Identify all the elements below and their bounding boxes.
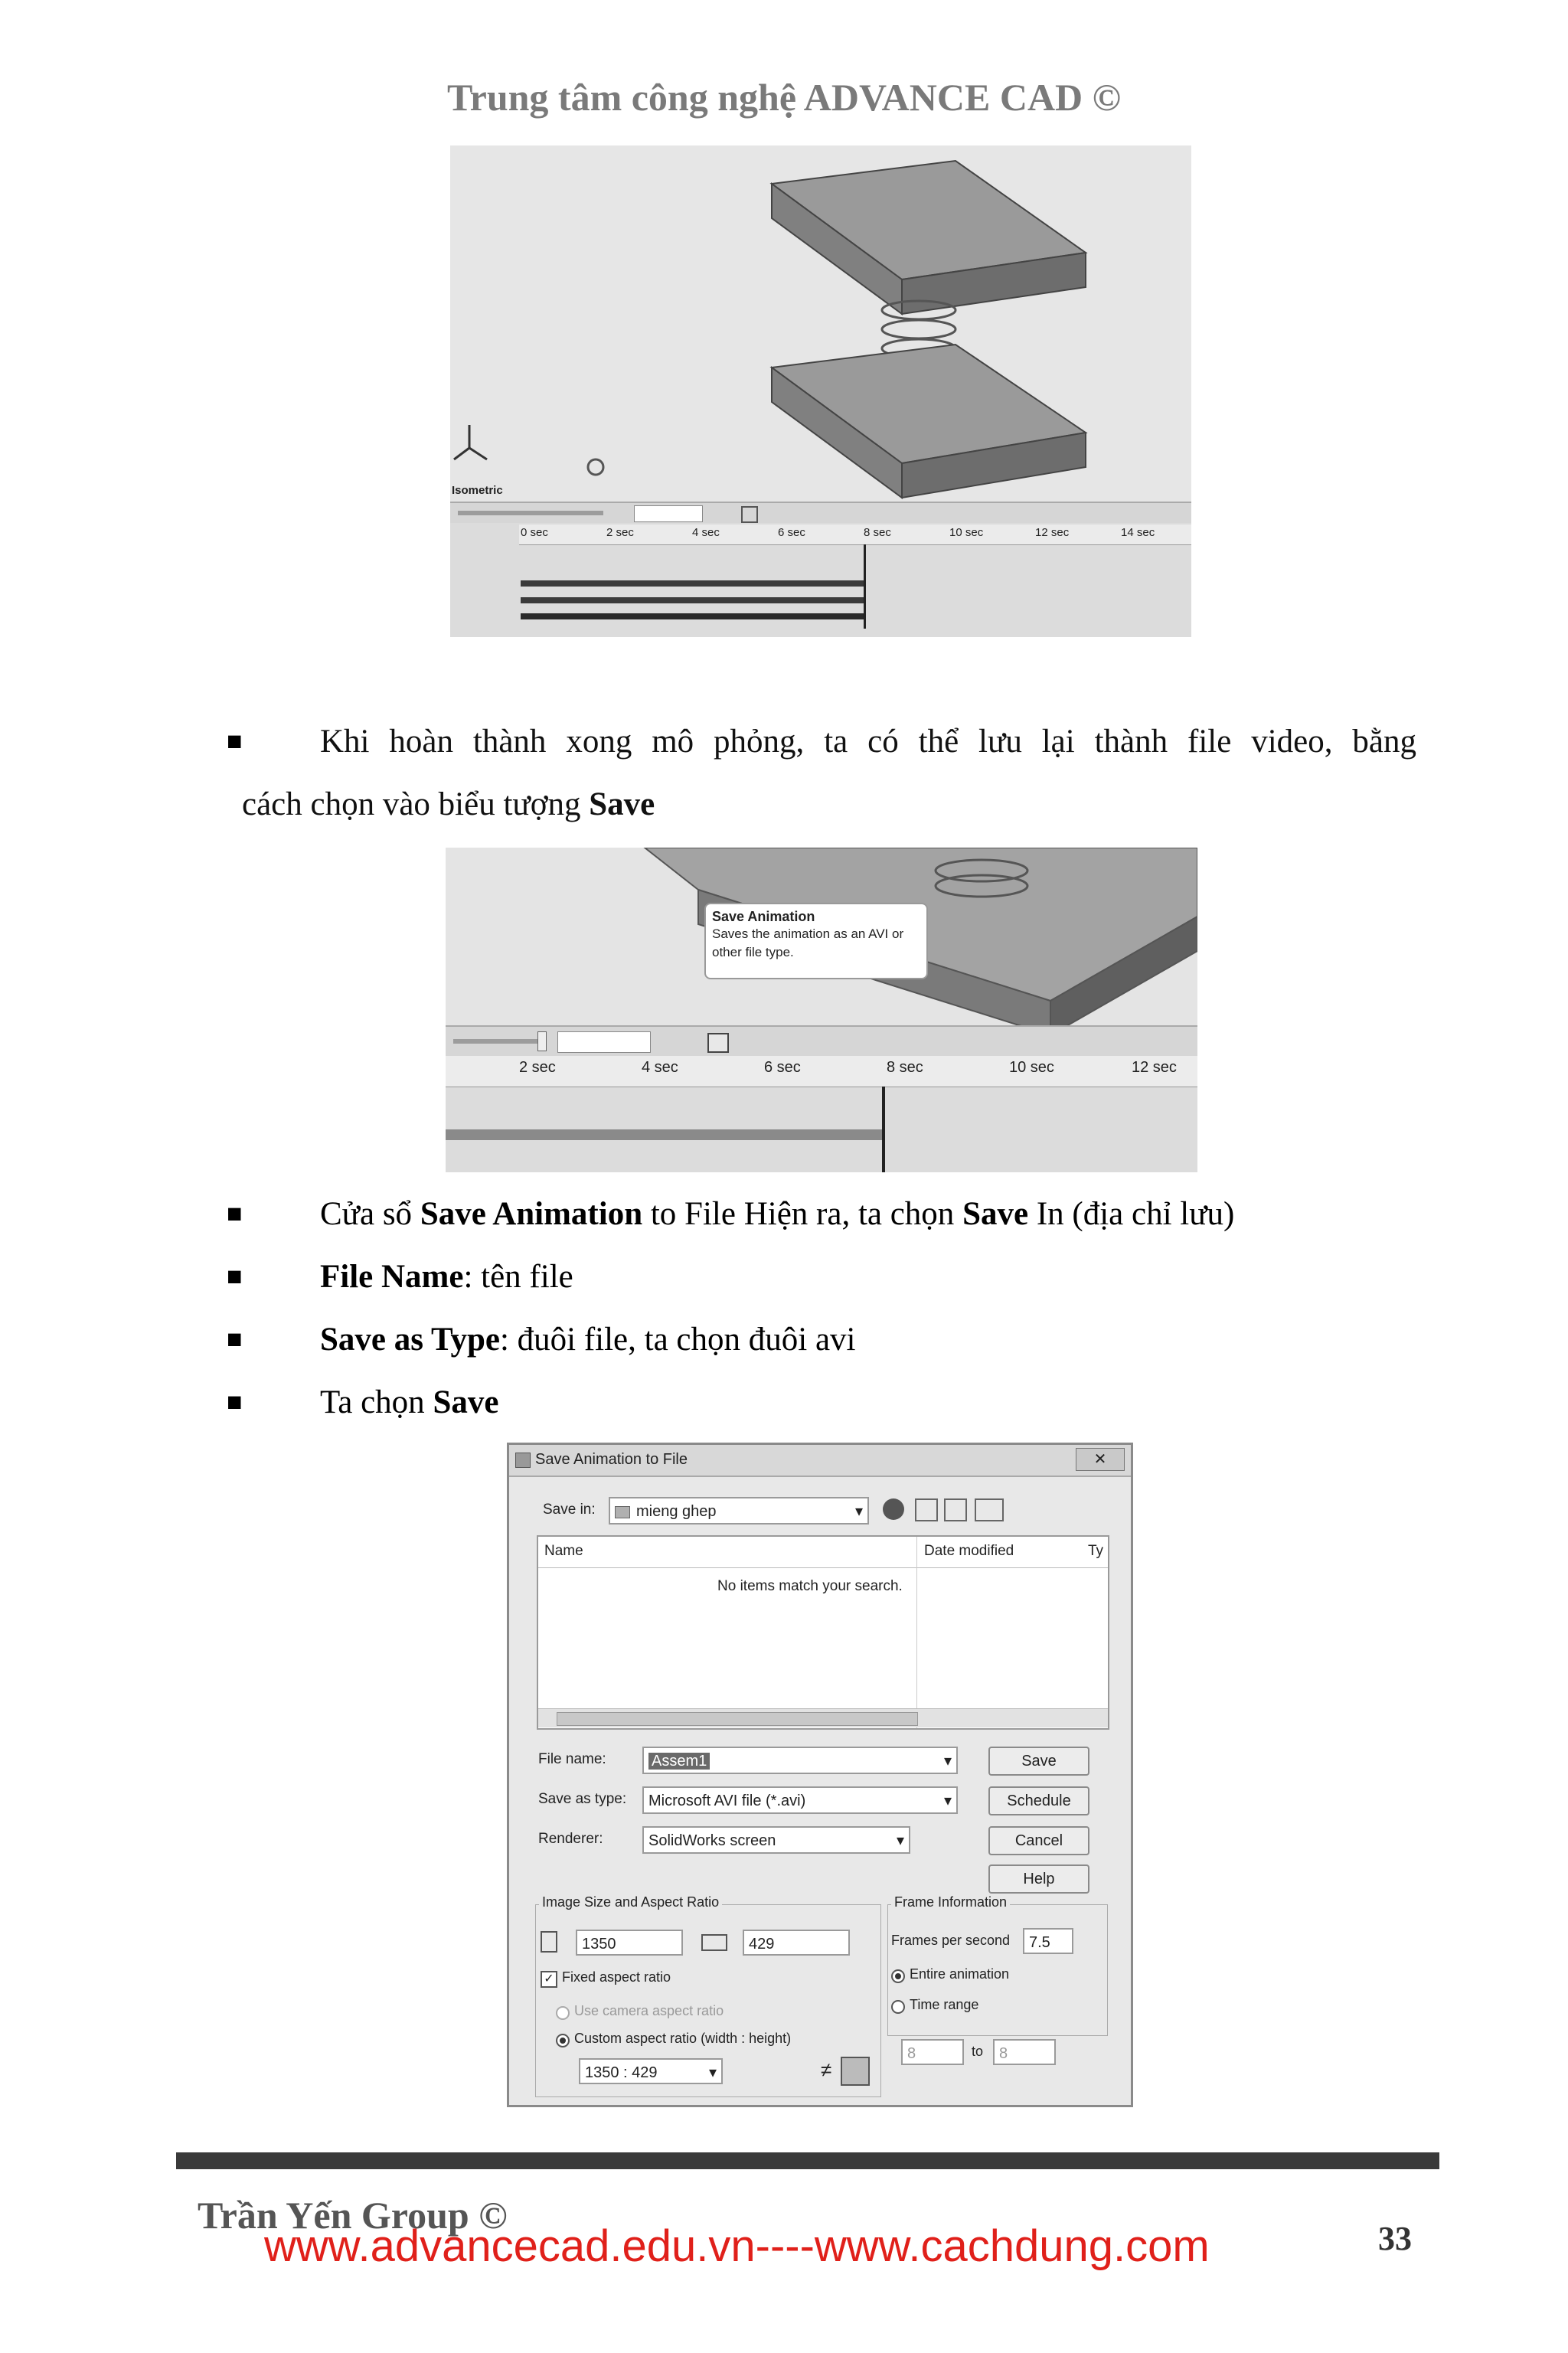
timeline-track[interactable] — [446, 1129, 884, 1140]
bullet-marker: ■ — [227, 1388, 243, 1417]
column-divider — [916, 1537, 917, 1728]
paragraph-line — [242, 773, 655, 836]
timeline-label: 4 sec — [642, 1059, 678, 1076]
frame-group-title: Frame Information — [891, 1894, 1010, 1910]
dialog-icon — [515, 1453, 531, 1468]
timeline-label: 0 sec — [521, 526, 548, 539]
page-header-title: Trung tâm công nghệ ADVANCE CAD © — [446, 76, 1122, 119]
tooltip-text: Saves the animation as an AVI or other file type. — [712, 926, 904, 959]
horizontal-scrollbar[interactable] — [538, 1708, 1108, 1727]
link-ratio-button[interactable] — [841, 2057, 870, 2086]
timeline-ruler — [446, 1056, 1197, 1087]
save-button[interactable]: Save — [988, 1747, 1089, 1776]
close-button[interactable]: ✕ — [1076, 1448, 1125, 1471]
save-type-dropdown[interactable] — [642, 1786, 958, 1814]
schedule-button[interactable]: Schedule — [988, 1786, 1089, 1815]
chevron-down-icon: ▾ — [854, 1503, 863, 1520]
bullet-text: : đuôi file, ta chọn đuôi avi — [499, 1322, 856, 1358]
empty-list-message: No items match your search. — [717, 1578, 903, 1594]
width-icon — [541, 1931, 557, 1953]
timeline-label: 12 sec — [1035, 526, 1070, 539]
playback-slider[interactable] — [458, 511, 603, 515]
bullet-marker: ■ — [227, 1200, 243, 1228]
custom-ratio-label: Custom aspect ratio (width : height) — [574, 2031, 792, 2046]
bullet-item-save-animation — [320, 1183, 1234, 1246]
bullet-marker: ■ — [227, 1263, 243, 1291]
dialog-title-bar — [509, 1445, 1131, 1477]
bullet-text: Cửa sổ — [320, 1196, 420, 1232]
fixed-aspect-label: Fixed aspect ratio — [562, 1969, 671, 1985]
bullet-text: : tên file — [463, 1259, 573, 1295]
animation-toolbar — [450, 502, 1191, 525]
timeline-label: 12 sec — [1132, 1059, 1177, 1076]
use-camera-radio[interactable] — [556, 2006, 570, 2020]
timeline-label: 14 sec — [1121, 526, 1155, 539]
figure-spring-assembly — [450, 145, 1191, 637]
bullet-marker: ■ — [227, 727, 243, 756]
file-name-input[interactable] — [642, 1747, 958, 1774]
cancel-button[interactable]: Cancel — [988, 1826, 1089, 1855]
bullet-item-save-as-type — [320, 1309, 856, 1371]
renderer-label: Renderer: — [538, 1831, 603, 1847]
file-name-label: File name: — [538, 1751, 606, 1767]
use-camera-label: Use camera aspect ratio — [574, 2003, 724, 2018]
timeline-label: 10 sec — [949, 526, 984, 539]
timeline-panel — [450, 523, 1191, 637]
tooltip-title: Save Animation — [712, 909, 815, 924]
timeline-time-bar[interactable] — [864, 544, 866, 629]
timeline-label: 10 sec — [1009, 1059, 1054, 1076]
save-type-value: Microsoft AVI file (*.avi) — [648, 1793, 806, 1809]
playback-slider[interactable] — [453, 1039, 545, 1044]
aspect-ratio-dropdown[interactable] — [579, 2058, 723, 2084]
image-size-group — [535, 1894, 881, 2097]
save-type-label: Save as type: — [538, 1791, 627, 1807]
scrollbar-thumb[interactable] — [557, 1712, 918, 1726]
bullet-text: to File Hiện ra, ta chọn — [642, 1196, 963, 1232]
timeline-track[interactable] — [521, 580, 865, 587]
ratio-value: 1350 : 429 — [585, 2064, 658, 2081]
range-to-label: to — [972, 2044, 984, 2059]
chevron-down-icon: ▾ — [943, 1793, 952, 1809]
timeline-label: 6 sec — [778, 526, 805, 539]
timeline-panel — [446, 1056, 1197, 1172]
renderer-dropdown[interactable] — [642, 1826, 910, 1854]
frame-information-group — [887, 1894, 1108, 2036]
bullet-bold-text: Save Animation — [420, 1196, 643, 1232]
paragraph-line — [320, 711, 1416, 773]
not-equal-icon: ≠ — [821, 2058, 832, 2081]
paragraph-bold-text: Save — [589, 786, 655, 822]
range-from-input[interactable]: 8 — [901, 2039, 964, 2065]
bullet-bold-text: File Name — [320, 1259, 464, 1295]
bullet-bold-text: Save — [433, 1384, 499, 1420]
tooltip-box — [704, 903, 928, 979]
file-list[interactable] — [537, 1535, 1109, 1730]
height-input[interactable]: 429 — [743, 1930, 850, 1956]
playback-slider-thumb[interactable] — [537, 1031, 547, 1051]
save-in-dropdown[interactable] — [609, 1497, 869, 1525]
timeline-label: 4 sec — [692, 526, 720, 539]
save-in-value: mieng ghep — [636, 1503, 717, 1520]
dialog-title: Save Animation to File — [535, 1451, 688, 1468]
file-name-value: Assem1 — [648, 1753, 710, 1770]
timeline-track[interactable] — [521, 613, 865, 619]
range-to-input[interactable]: 8 — [993, 2039, 1056, 2065]
timeline-ruler — [519, 525, 1191, 545]
playback-mode-dropdown[interactable] — [557, 1031, 651, 1053]
view-orientation-label: Isometric — [452, 484, 503, 497]
view-menu-icon[interactable] — [975, 1498, 1004, 1521]
timeline-time-bar[interactable] — [882, 1087, 885, 1172]
figure-save-animation-tooltip — [446, 848, 1197, 1172]
entire-animation-radio[interactable] — [891, 1969, 905, 1983]
chevron-down-icon: ▾ — [896, 1832, 904, 1849]
help-button[interactable]: Help — [988, 1864, 1089, 1894]
footer-website-link[interactable]: www.advancecad.edu.vn----www.cachdung.com — [264, 2221, 1210, 2271]
folder-icon — [615, 1506, 630, 1518]
back-icon[interactable] — [883, 1498, 904, 1520]
image-size-group-title: Image Size and Aspect Ratio — [539, 1894, 722, 1910]
bullet-item-file-name — [320, 1246, 573, 1309]
timeline-track[interactable] — [521, 597, 865, 603]
timeline-label: 2 sec — [519, 1059, 556, 1076]
file-list-header — [538, 1537, 1108, 1568]
new-folder-icon[interactable] — [944, 1498, 967, 1521]
save-animation-icon[interactable] — [707, 1033, 729, 1053]
bullet-marker: ■ — [227, 1325, 243, 1354]
timeline-label: 8 sec — [887, 1059, 923, 1076]
page-number: 33 — [1378, 2220, 1412, 2257]
height-icon — [701, 1934, 727, 1951]
column-header-date[interactable]: Date modified — [924, 1543, 1014, 1559]
time-range-radio[interactable] — [891, 2000, 905, 2014]
bullet-item-choose-save — [320, 1371, 498, 1434]
timeline-label: 8 sec — [864, 526, 891, 539]
time-range-label: Time range — [910, 1997, 979, 2012]
up-folder-icon[interactable] — [915, 1498, 938, 1521]
save-in-label: Save in: — [543, 1502, 596, 1518]
playback-mode-dropdown[interactable] — [634, 505, 703, 522]
bullet-bold-text: Save as Type — [320, 1322, 500, 1358]
bullet-text: In (địa chỉ lưu) — [1028, 1196, 1235, 1232]
timeline-label: 6 sec — [764, 1059, 801, 1076]
animation-toolbar — [446, 1025, 1197, 1057]
renderer-value: SolidWorks screen — [648, 1832, 776, 1849]
fixed-aspect-checkbox[interactable]: ✓ — [541, 1971, 557, 1988]
fps-label: Frames per second — [891, 1933, 1011, 1948]
save-animation-dialog — [507, 1443, 1133, 2107]
width-input[interactable]: 1350 — [576, 1930, 683, 1956]
chevron-down-icon: ▾ — [943, 1753, 952, 1770]
save-animation-icon[interactable] — [741, 506, 758, 523]
chevron-down-icon: ▾ — [708, 2064, 717, 2081]
column-header-type[interactable]: Ty — [1088, 1543, 1104, 1559]
bullet-bold-text: Save — [962, 1196, 1029, 1232]
entire-animation-label: Entire animation — [910, 1966, 1010, 1982]
custom-ratio-radio[interactable] — [556, 2034, 570, 2047]
bullet-text: Ta chọn — [320, 1384, 433, 1420]
column-header-name[interactable]: Name — [544, 1543, 583, 1559]
timeline-label: 2 sec — [606, 526, 634, 539]
footer-rule — [176, 2152, 1439, 2169]
footer-group-name: Trần Yến Group © — [198, 2194, 508, 2237]
fps-input[interactable]: 7.5 — [1023, 1928, 1073, 1954]
paragraph-text: cách chọn vào biểu tượng — [242, 786, 590, 822]
paragraph-text: Khi hoàn thành xong mô phỏng, ta có thể lưu lại thành file video, bằng — [320, 724, 1416, 760]
